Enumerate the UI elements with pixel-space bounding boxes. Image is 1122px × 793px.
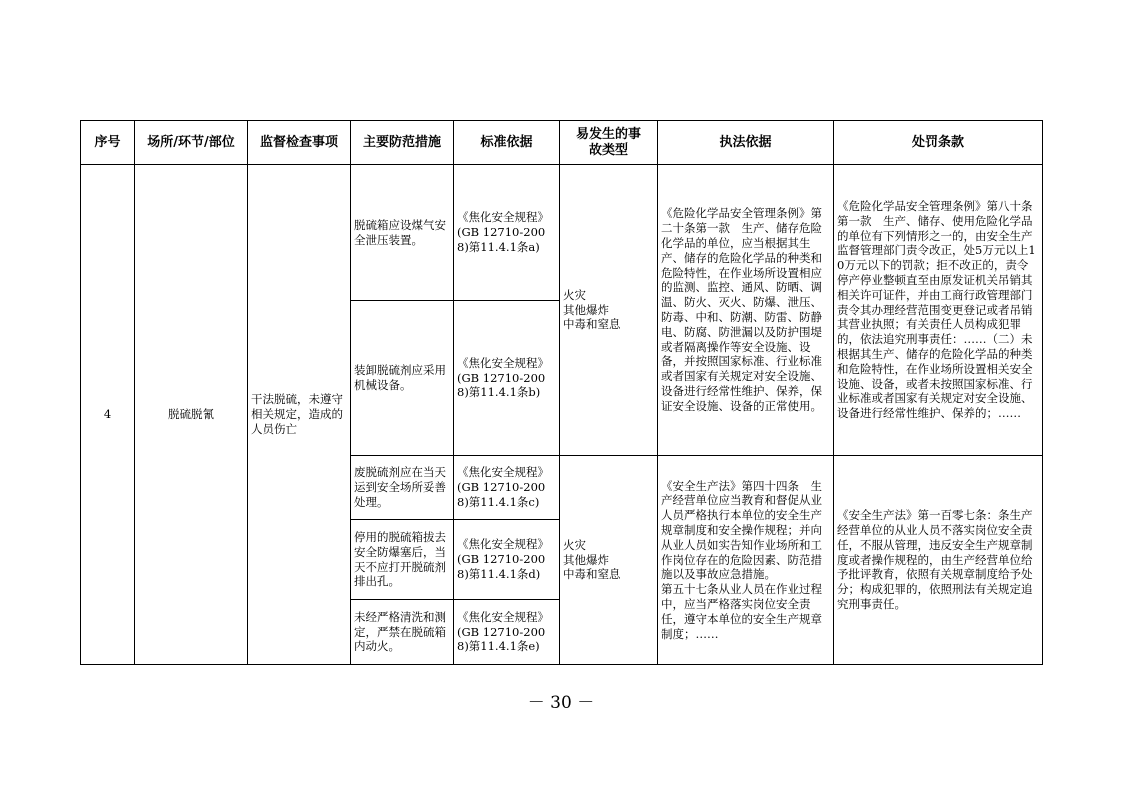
- measure-cell: 未经严格清洗和测定，严禁在脱硫箱内动火。: [351, 600, 454, 665]
- standard-cell: 《焦化安全规程》(GB 12710-2008)第11.4.1条e): [454, 600, 560, 665]
- inspection-table: [80, 120, 1043, 665]
- law-cell: 《危险化学品安全管理条例》第二十条第一款 生产、储存危险化学品的单位，应当根据其生产、储存的危险化学品的种类和危险特性，在作业场所设置相应的监测、监控、通风、防晒、调温、防火、灭火、防爆、泄压、防毒、中和、防潮、防雷、防静电、防腐、防泄漏以及防护围堤或者隔离操作等安全设施、设备，并按照国家标准、行业标准或者国家有关规定对安全设施、设备进行经常性维护、保养，保证安全设施、设备的正常使用。: [658, 165, 834, 456]
- penalty-cell: 《危险化学品安全管理条例》第八十条第一款 生产、储存、使用危险化学品的单位有下列情形之一的，由安全生产监督管理部门责令改正，处5万元以上10万元以下的罚款；拒不改正的，责令停产停业整顿直至由原发证机关吊销其相关许可证件，并由工商行政管理部门责令其办理经营范围变更登记或者吊销其营业执照；有关责任人员构成犯罪的，依法追究刑事责任：……（二）未根据其生产、储存的危险化学品的种类和危险特性，在作业场所设置相关安全设施、设备，或者未按照国家标准、行业标准或者国家有关规定对安全设施、设备进行经常性维护、保养的；……: [834, 165, 1043, 456]
- header-row: [81, 121, 1043, 165]
- standard-cell: 《焦化安全规程》(GB 12710-2008)第11.4.1条a): [454, 165, 560, 301]
- header-accident-type: 易发生的事 故类型: [560, 121, 658, 165]
- header-standard: 标准依据: [454, 121, 560, 165]
- header-law: 执法依据: [658, 121, 834, 165]
- accident-type-cell: 火灾 其他爆炸 中毒和窒息: [560, 456, 658, 665]
- header-inspection: 监督检查事项: [248, 121, 351, 165]
- accident-type-cell: 火灾 其他爆炸 中毒和窒息: [560, 165, 658, 456]
- row-inspection: 干法脱硫，未遵守相关规定，造成的人员伤亡: [248, 165, 351, 665]
- penalty-cell: 《安全生产法》第一百零七条：条生产经营单位的从业人员不落实岗位安全责任，不服从管理，违反安全生产规章制度或者操作规程的，由生产经营单位给予批评教育，依照有关规章制度给予处分；构成犯罪的，依照刑法有关规定追究刑事责任。: [834, 456, 1043, 665]
- header-location: 场所/环节/部位: [135, 121, 248, 165]
- standard-cell: 《焦化安全规程》(GB 12710-2008)第11.4.1条d): [454, 520, 560, 600]
- measure-cell: 停用的脱硫箱拔去安全防爆塞后，当天不应打开脱硫剂排出孔。: [351, 520, 454, 600]
- standard-cell: 《焦化安全规程》(GB 12710-2008)第11.4.1条b): [454, 301, 560, 456]
- table-row: [81, 165, 1043, 301]
- measure-cell: 装卸脱硫剂应采用机械设备。: [351, 301, 454, 456]
- row-location: 脱硫脱氰: [135, 165, 248, 665]
- header-measures: 主要防范措施: [351, 121, 454, 165]
- header-no: 序号: [81, 121, 135, 165]
- standard-cell: 《焦化安全规程》(GB 12710-2008)第11.4.1条c): [454, 456, 560, 520]
- header-penalty: 处罚条款: [834, 121, 1043, 165]
- measure-cell: 废脱硫剂应在当天运到安全场所妥善处理。: [351, 456, 454, 520]
- law-cell: 《安全生产法》第四十四条 生产经营单位应当教育和督促从业人员严格执行本单位的安全生产规章制度和安全操作规程；并向从业人员如实告知作业场所和工作岗位存在的危险因素、防范措施以及事故应急措施。 第五十七条从业人员在作业过程中，应当严格落实岗位安全责任，遵守本单位的安全生产规章制度；……: [658, 456, 834, 665]
- measure-cell: 脱硫箱应设煤气安全泄压装置。: [351, 165, 454, 301]
- page-number: － 30 －: [527, 693, 595, 713]
- row-number: 4: [81, 165, 135, 665]
